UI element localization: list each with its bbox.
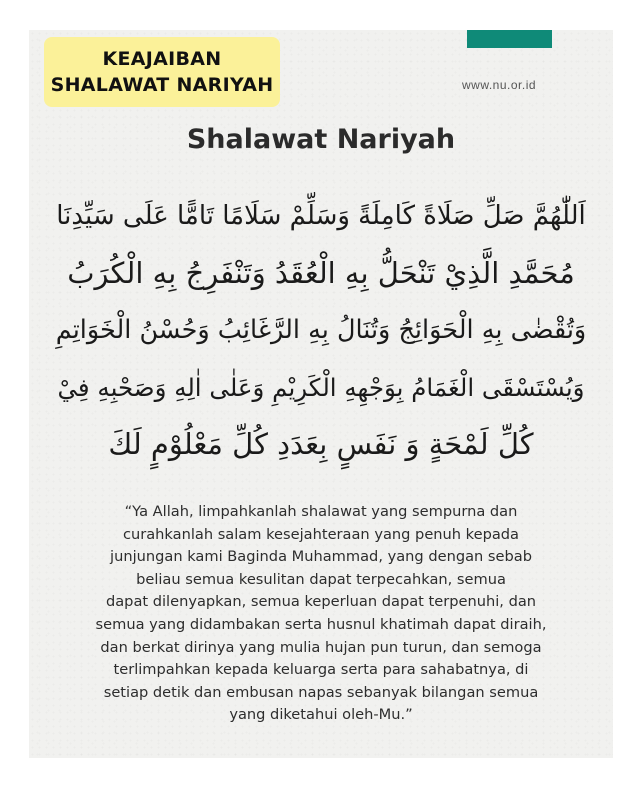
translation-line: semua yang didambakan serta husnul khatimah dapat diraih, bbox=[95, 615, 547, 633]
arabic-line: اَللّٰهُمَّ صَلِّ صَلَاةً كَامِلَةً وَسَلِّمْ سَلَامًا تَامًّا عَلَى سَيِّدِنَا bbox=[56, 201, 586, 231]
translation-line: beliau semua kesulitan dapat terpecahkan, semua bbox=[136, 570, 506, 588]
translation-line: terlimpahkan kepada keluarga serta para sahabatnya, di bbox=[113, 661, 529, 679]
badge-line-1: KEAJAIBAN bbox=[102, 48, 222, 70]
translation-text bbox=[55, 501, 587, 727]
translation-line: dan berkat dirinya yang mulia hujan pun turun, dan semoga bbox=[100, 638, 542, 656]
arabic-line: كُلِّ لَمْحَةٍ وَ نَفَسٍ بِعَدَدِ كُلِّ مَعْلُوْمٍ لَكَ bbox=[108, 427, 534, 461]
translation-line: junjungan kami Baginda Muhammad, yang dengan sebab bbox=[110, 548, 532, 566]
translation-line: “Ya Allah, limpahkanlah shalawat yang sempurna dan bbox=[124, 503, 518, 520]
badge-line-2: SHALAWAT NARIYAH bbox=[50, 74, 274, 96]
arabic-line: مُحَمَّدِ الَّذِيْ تَنْحَلُّ بِهِ الْعُقَدُ وَتَنْفَرِجُ بِهِ الْكُرَبُ bbox=[67, 256, 575, 290]
arabic-text bbox=[55, 188, 587, 473]
translation-line: setiap detik dan embusan napas sebanyak bilangan semua bbox=[103, 683, 539, 701]
translation-line: dapat dilenyapkan, semua keperluan dapat terpenuhi, dan bbox=[105, 593, 537, 611]
translation-line: curahkanlah salam kesejahteraan yang penuh kepada bbox=[122, 525, 520, 543]
arabic-line: وَتُقْضٰى بِهِ الْحَوَائِجُ وَتُنَالُ بِهِ الرَّغَائِبُ وَحُسْنُ الْخَوَاتِمِ bbox=[55, 315, 587, 345]
source-url: www.nu.or.id bbox=[462, 78, 537, 92]
title-badge bbox=[44, 37, 280, 107]
accent-bar bbox=[467, 30, 552, 48]
page-title: Shalawat Nariyah bbox=[186, 124, 456, 155]
translation-line: yang diketahui oleh-Mu.” bbox=[229, 706, 413, 724]
arabic-line: وَيُسْتَسْقَى الْغَمَامُ بِوَجْهِهِ الْكَرِيْمِ وَعَلٰى اٰلِهِ وَصَحْبِهِ فِيْ bbox=[57, 373, 585, 402]
